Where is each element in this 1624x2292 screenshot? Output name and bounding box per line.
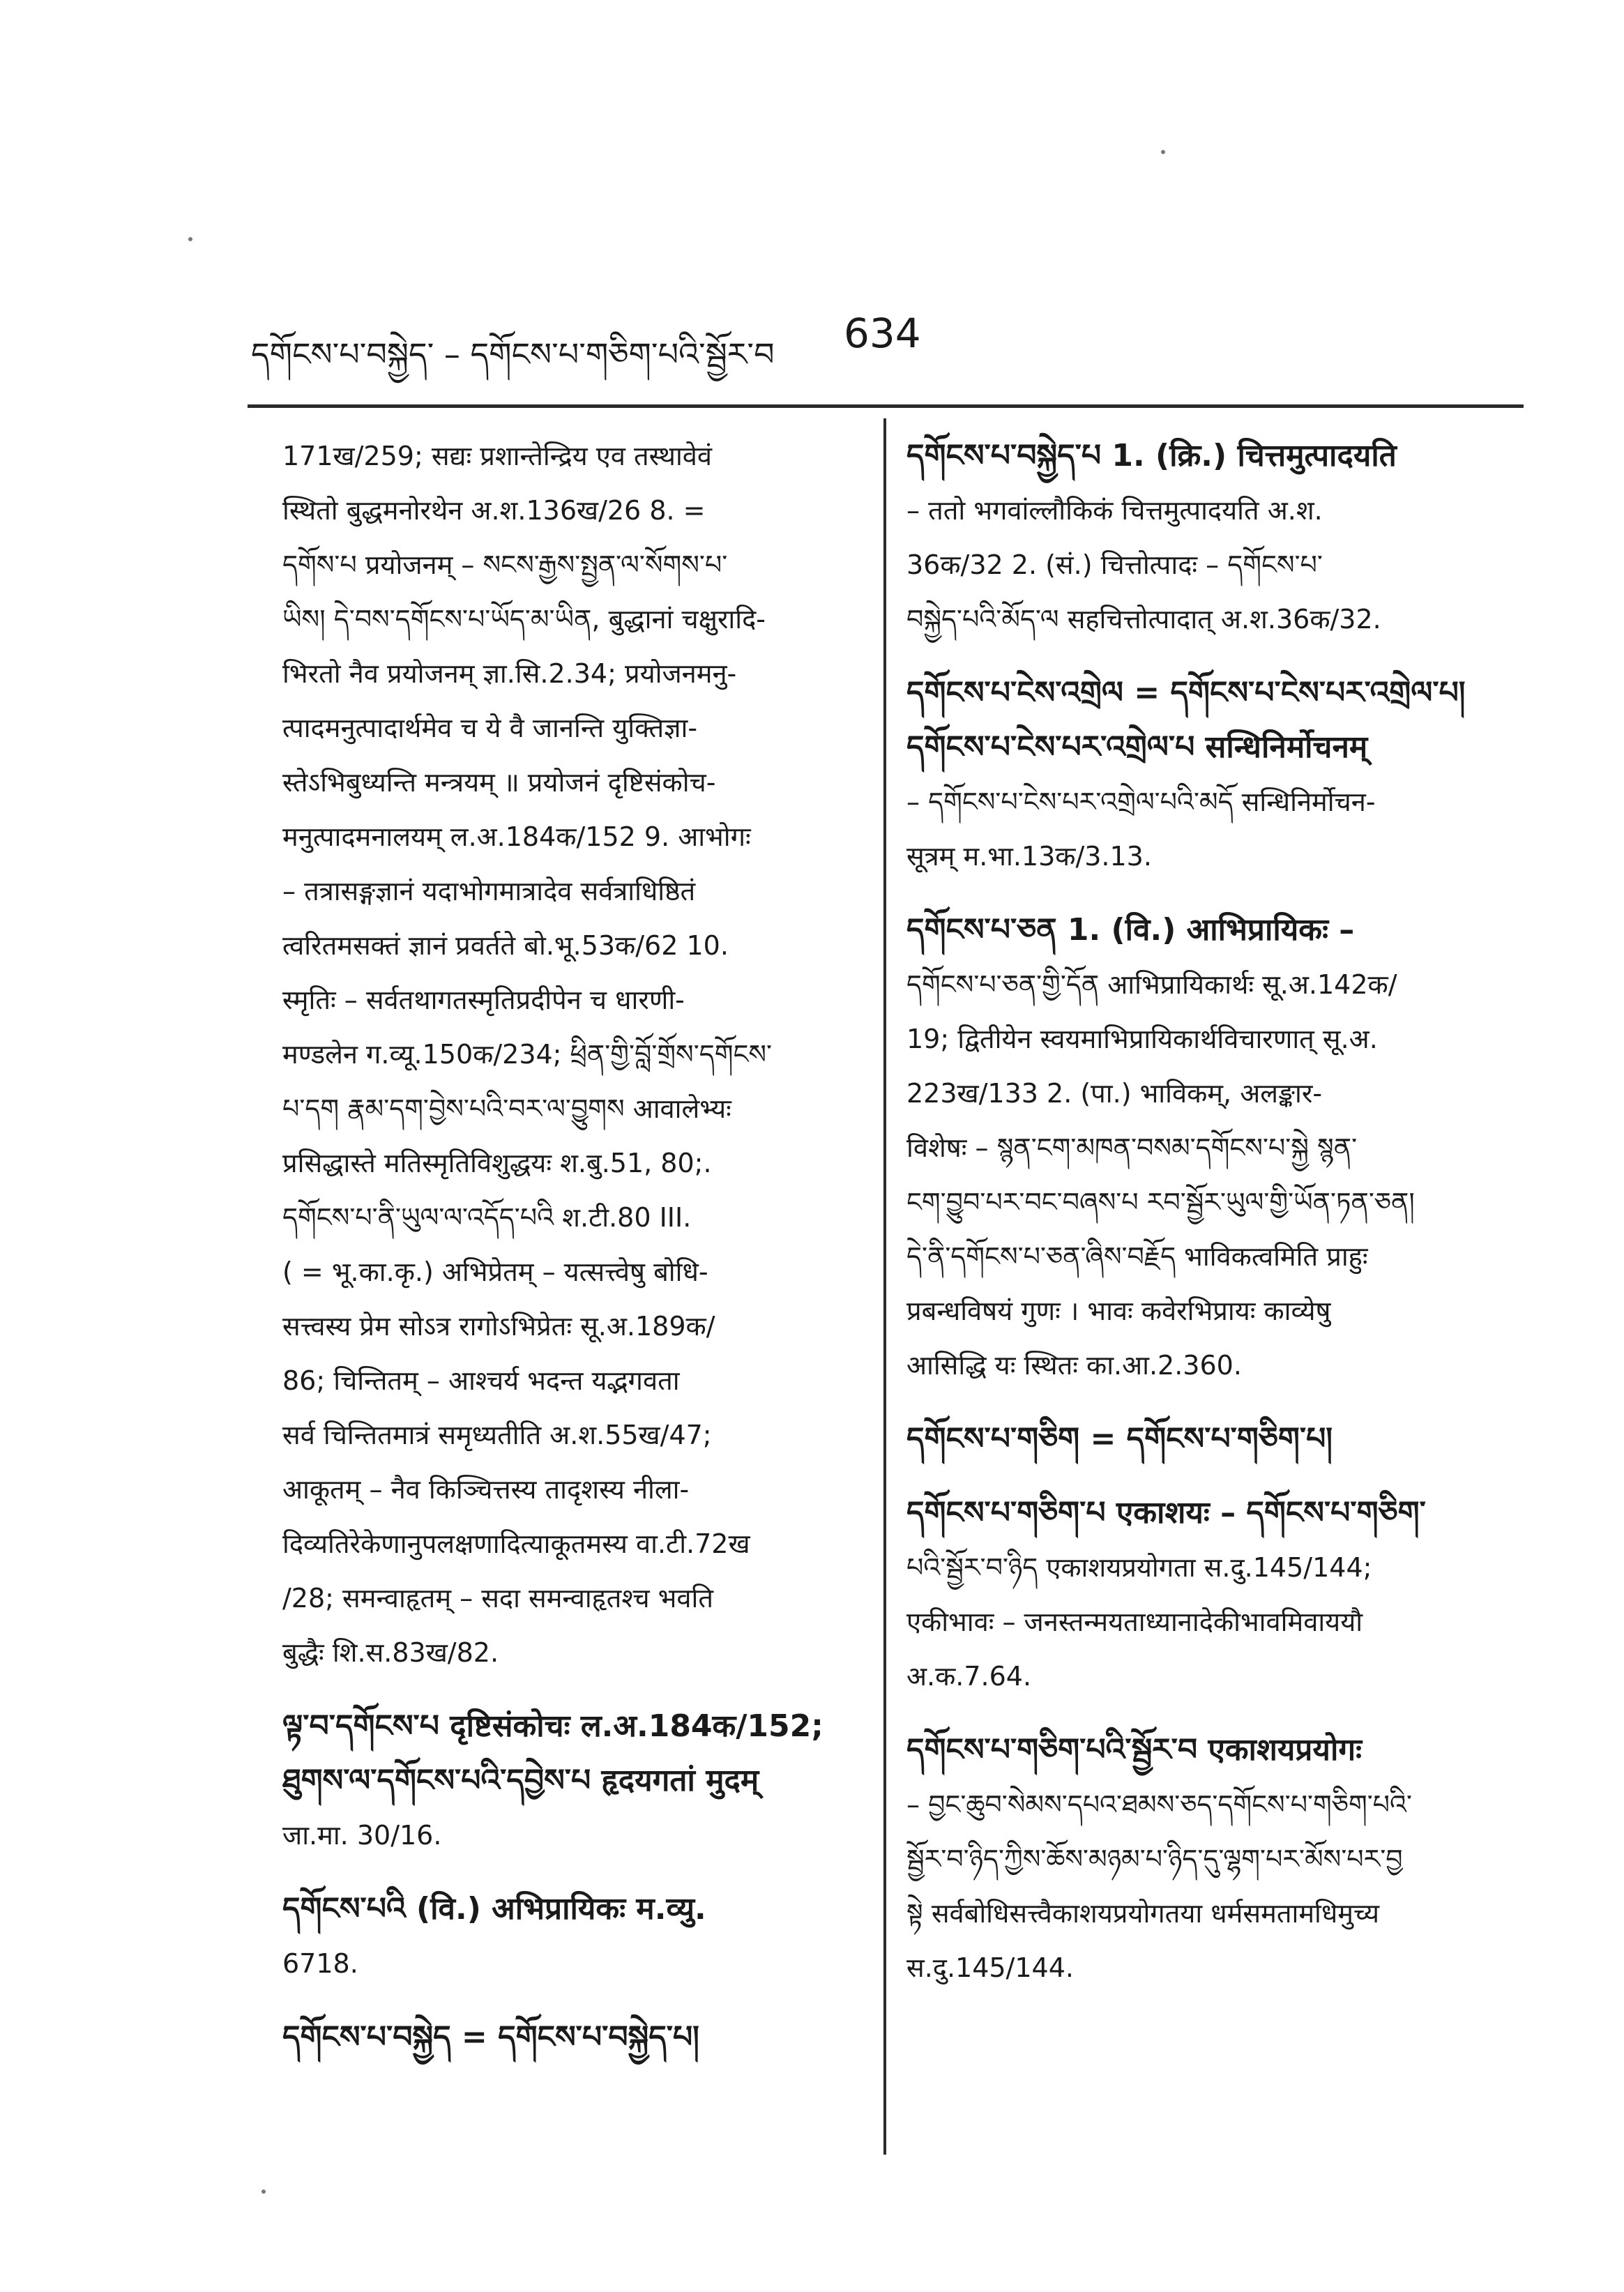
text-line: ( = भू.का.कृ.) अभिप्रेतम् – यत्सत्त्वेषु बोधि- <box>282 1257 708 1287</box>
right-column <box>906 429 1520 1995</box>
scan-speck <box>188 237 192 241</box>
text-line: དགོས་པ प्रयोजनम् – སངས་རྒྱས་སྤྱན་ལ་སོགས་པ་ <box>282 549 728 580</box>
text-line: सूत्रम् म.भा.13क/3.13. <box>906 841 1152 872</box>
text-line: स.दु.145/144. <box>906 1952 1074 1983</box>
entry-headword: ཐུགས་ལ་དགོངས་པའི་དབྱེས་པ हृदयगतां मुदम् <box>282 1763 759 1798</box>
text-line: जा.मा. 30/16. <box>282 1820 442 1851</box>
left-column <box>282 429 861 2065</box>
text-line: त्वरितमसक्तं ज्ञानं प्रवर्तते बो.भू.53क/62 10. <box>282 930 729 961</box>
text-line: दिव्यतिरेकेणानुपलक्षणादित्याकूतमस्य वा.टी.72ख <box>282 1528 750 1559</box>
text-line: སྟེ सर्वबोधिसत्त्वैकाशयप्रयोगतया धर्मसमतामधिमुच्य <box>906 1898 1380 1929</box>
text-line: 223ख/133 2. (पा.) भाविकम्, अलङ्कार- <box>906 1078 1323 1109</box>
text-line: आसिद्धि यः स्थितः का.आ.2.360. <box>906 1350 1242 1381</box>
text-line: मनुत्पादमनालयम् ल.अ.184क/152 9. आभोगः <box>282 821 751 852</box>
text-line: सत्त्वस्य प्रेम सोऽत्र रागोऽभिप्रेतः सू.अ.189क/ <box>282 1311 715 1342</box>
entry-headword: དགོངས་པ་བསྐྱེད = དགོངས་པ་བསྐྱེད་པ། <box>282 2019 699 2055</box>
text-line: 19; द्वितीयेन स्वयमाभिप्रायिकार्थविचारणात् सू.अ. <box>906 1024 1378 1054</box>
text-line: སྦྱོར་བ་ཉིད་ཀྱིས་ཆོས་མཉམ་པ་ཉིད་དུ་ལྷག་པར་མོས་པར་བྱ <box>906 1844 1403 1874</box>
text-line: ཡིས། དེ་བས་དགོངས་པ་ཡོད་མ་ཡིན, बुद्धानां चक्षुरादि- <box>282 604 766 635</box>
text-line: मण्डलेन ग.व्यू.150क/234; ཕྲིན་གྱི་བློ་གྲོས་དགོངས་ <box>282 1039 773 1070</box>
text-line: आकूतम् – नैव किञ्चित्तस्य तादृशस्य नीला- <box>282 1474 690 1505</box>
text-line: विशेषः – སྙན་ངག་མཁན་བསམ་དགོངས་པ་སྐྱེ སྙན་ <box>906 1132 1358 1163</box>
text-line: དེ་ནི་དགོངས་པ་ཅན་ཞིས་བརྗོད भाविकत्वमिति प्राहुः <box>906 1241 1368 1272</box>
page-number: 634 <box>844 310 921 357</box>
text-line: स्मृतिः – सर्वतथागतस्मृतिप्रदीपेन च धारणी- <box>282 985 685 1015</box>
scan-speck <box>261 2189 266 2194</box>
header-title: དགོངས་པ་བསྐྱེད་ – དགོངས་པ་གཅིག་པའི་སྦྱོར་བ <box>251 335 775 373</box>
text-line: अ.क.7.64. <box>906 1661 1032 1692</box>
text-line: བསྐྱེད་པའི་མོད་ལ सहचित्तोत्पादात् अ.श.36क/32. <box>906 604 1381 635</box>
text-line: དགོངས་པ་ཅན་གྱི་དོན आभिप्रायिकार्थः सू.अ.142क/ <box>906 969 1397 1000</box>
entry-headword: དགོངས་པ་གཅིག་པ एकाशयः – དགོངས་པ་གཅིག་ <box>906 1495 1426 1531</box>
text-line: 36क/32 2. (सं.) चित्तोत्पादः – དགོངས་པ་ <box>906 549 1323 580</box>
text-line: प्रबन्धविषयं गुणः । भावः कवेरभिप्रायः काव्येषु <box>906 1296 1331 1326</box>
text-line: स्तेऽभिबुध्यन्ति मन्त्रयम् ॥ प्रयोजनं दृष्टिसंकोच- <box>282 767 716 798</box>
text-line: सर्व चिन्तितमात्रं समृध्यतीति अ.श.55ख/47; <box>282 1420 712 1450</box>
text-line: ངག་བྱུབ་པར་བང་བཞས་པ རབ་སྦྱོར་ཡུལ་གྱི་ཡོན་ཏན་ཅན། <box>906 1187 1415 1217</box>
text-line: त्पादमनुत्पादार्थमेव च ये वै जानन्ति युक्तिज्ञा- <box>282 713 698 743</box>
text-line: – ततो भगवांल्लौकिकं चित्तमुत्पादयति अ.श. <box>906 495 1323 526</box>
entry-headword: ལྟ་བ་དགོངས་པ दृष्टिसंकोचः ल.अ.184क/152; <box>282 1708 824 1744</box>
running-header <box>251 307 1562 373</box>
text-line: པ་དག རྣམ་དག་བྱེས་པའི་བར་ལ་བྱུགས आवालेभ्यः <box>282 1093 731 1124</box>
text-line: – तत्रासङ्गज्ञानं यदाभोगमात्रादेव सर्वत्राधिष्ठितं <box>282 876 696 906</box>
text-line: बुद्धैः शि.स.83ख/82. <box>282 1637 499 1668</box>
entry-headword: དགོངས་པའི (वि.) अभिप्रायिकः म.व्यु. <box>282 1891 706 1927</box>
text-line: भिरतो नैव प्रयोजनम् ज्ञा.सि.2.34; प्रयोजनमनु- <box>282 658 737 689</box>
text-line: 86; चिन्तितम् – आश्चर्य भदन्त यद्भगवता <box>282 1365 680 1396</box>
text-line: 171ख/259; सद्यः प्रशान्तेन्द्रिय एव तस्थावेवं <box>282 441 713 471</box>
column-divider <box>883 418 886 2155</box>
text-line: པའི་སྦྱོར་བ་ཉིད एकाशयप्रयोगता स.दु.145/144; <box>906 1552 1372 1583</box>
entry-headword: དགོངས་པ་གཅིག་པའི་སྦྱོར་བ एकाशयप्रयोगः <box>906 1732 1363 1768</box>
text-line: – བྱང་ཆུབ་སེམས་དཔའ་ཐམས་ཅད་དགོངས་པ་གཅིག་པའི་ <box>906 1789 1412 1820</box>
text-line: एकीभावः – जनस्तन्मयताध्यानादेकीभावमिवाययौ <box>906 1607 1363 1637</box>
header-rule <box>248 404 1524 408</box>
entry-headword: དགོངས་པ་བསྐྱེད་པ 1. (क्रि.) चित्तमुत्पादयति <box>906 438 1397 473</box>
text-line: प्रसिद्धास्ते मतिस्मृतिविशुद्धयः श.बु.51, 80;. <box>282 1148 712 1178</box>
entry-headword: དགོངས་པ་ངེས་འགྲེལ = དགོངས་པ་ངེས་པར་འགྲེལ་པ། <box>906 675 1466 711</box>
text-line: 6718. <box>282 1948 358 1979</box>
scan-speck <box>1161 150 1165 154</box>
text-line: /28; समन्वाहृतम् – सदा समन्वाहृतश्च भवति <box>282 1583 714 1614</box>
text-line: – དགོངས་པ་ངེས་པར་འགྲེལ་པའི་མདོ सन्धिनिर्मोचन- <box>906 787 1376 817</box>
entry-headword: དགོངས་པ་ཅན 1. (वि.) आभिप्रायिकः – <box>906 912 1355 948</box>
entry-headword: དགོངས་པ་ངེས་པར་འགྲེལ་པ सन्धिनिर्मोचनम् <box>906 729 1368 765</box>
text-line: स्थितो बुद्धमनोरथेन अ.श.136ख/26 8. = <box>282 495 706 526</box>
entry-headword: དགོངས་པ་གཅིག = དགོངས་པ་གཅིག་པ། <box>906 1421 1333 1457</box>
text-line: དགོངས་པ་ནི་ཡུལ་ལ་འདོད་པའི श.टी.80 III. <box>282 1202 692 1233</box>
